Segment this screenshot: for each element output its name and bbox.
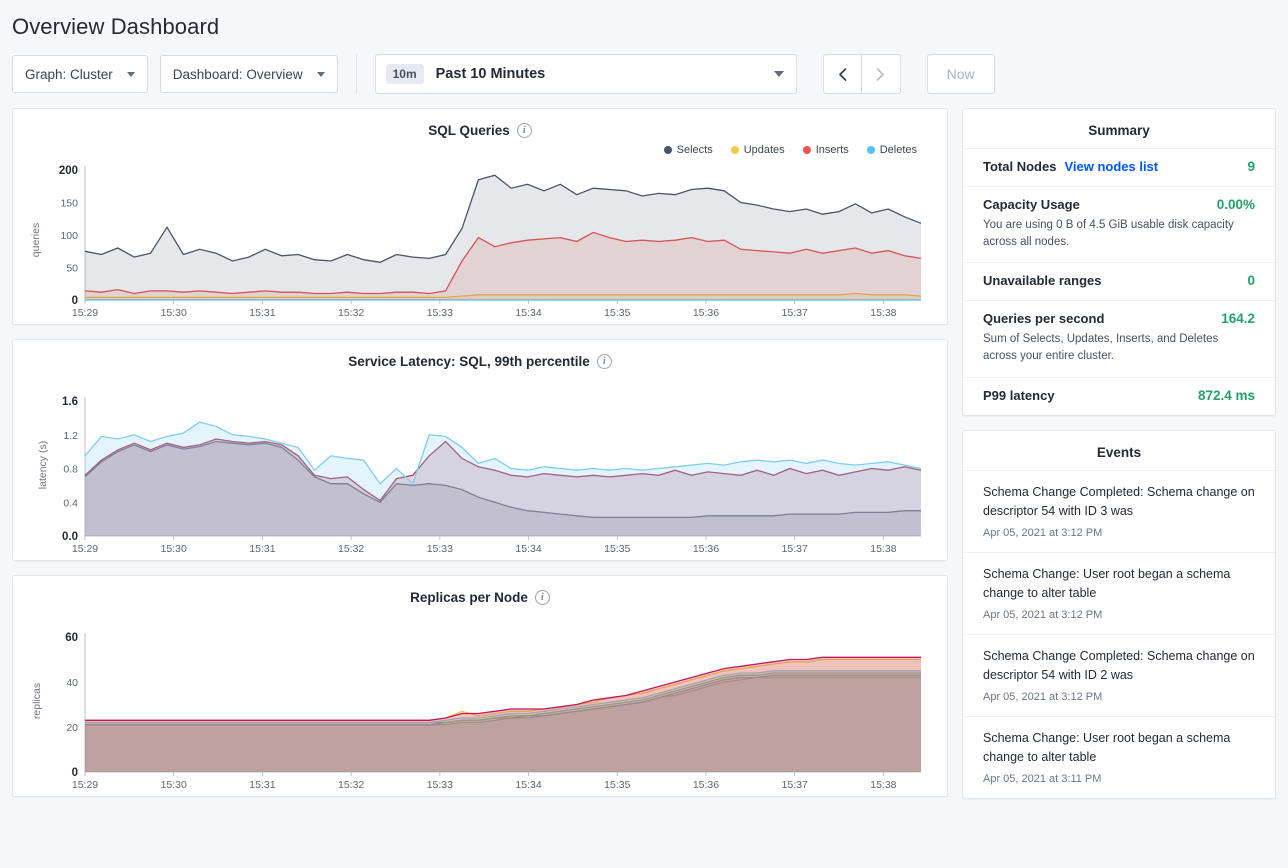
chart-title-text: Replicas per Node bbox=[410, 590, 528, 605]
y-axis-label: queries bbox=[30, 222, 43, 258]
svg-text:15:37: 15:37 bbox=[781, 543, 808, 555]
event-timestamp: Apr 05, 2021 at 3:12 PM bbox=[983, 526, 1103, 539]
svg-text:15:32: 15:32 bbox=[337, 543, 365, 555]
svg-text:15:36: 15:36 bbox=[692, 543, 720, 555]
svg-text:0: 0 bbox=[71, 767, 78, 779]
replicas-title bbox=[13, 576, 947, 605]
svg-text:200: 200 bbox=[58, 165, 78, 177]
legend-item-inserts[interactable] bbox=[803, 144, 849, 156]
svg-text:15:35: 15:35 bbox=[604, 543, 631, 555]
chart-title-text: Service Latency: SQL, 99th percentile bbox=[348, 354, 590, 369]
events-card bbox=[962, 430, 1276, 799]
event-text: Schema Change Completed: Schema change on descriptor 54 with ID 2 was bbox=[983, 648, 1255, 682]
svg-text:1.2: 1.2 bbox=[63, 429, 78, 442]
service-latency-card bbox=[12, 339, 948, 561]
service-latency-title bbox=[13, 340, 947, 369]
svg-text:15:29: 15:29 bbox=[71, 307, 99, 319]
svg-text:15:31: 15:31 bbox=[249, 307, 276, 319]
svg-text:15:30: 15:30 bbox=[160, 543, 187, 555]
svg-text:15:38: 15:38 bbox=[870, 543, 897, 555]
event-timestamp: Apr 05, 2021 at 3:12 PM bbox=[983, 608, 1103, 621]
time-nav-arrows bbox=[823, 54, 901, 94]
svg-text:15:35: 15:35 bbox=[604, 307, 631, 319]
info-icon[interactable]: i bbox=[517, 123, 532, 138]
event-text: Schema Change: User root began a schema change to alter table bbox=[983, 730, 1231, 764]
svg-text:15:37: 15:37 bbox=[781, 307, 808, 319]
svg-text:15:34: 15:34 bbox=[515, 779, 542, 791]
summary-label: Unavailable ranges bbox=[983, 273, 1102, 289]
event-timestamp: Apr 05, 2021 at 3:11 PM bbox=[983, 772, 1102, 785]
legend-label: Deletes bbox=[879, 144, 917, 156]
chevron-down-icon bbox=[774, 71, 784, 77]
info-icon[interactable]: i bbox=[597, 354, 612, 369]
summary-label: Total Nodes bbox=[983, 159, 1057, 174]
legend-item-selects[interactable] bbox=[664, 144, 713, 156]
sql-queries-plot[interactable] bbox=[13, 156, 947, 324]
summary-value: 872.4 ms bbox=[1197, 387, 1255, 403]
chart-title-text: SQL Queries bbox=[428, 123, 510, 138]
chevron-right-icon bbox=[875, 67, 886, 82]
view-nodes-list-link[interactable]: View nodes list bbox=[1064, 159, 1159, 174]
sql-queries-title bbox=[13, 109, 947, 138]
event-timestamp: Apr 05, 2021 at 3:12 PM bbox=[983, 690, 1103, 703]
svg-text:15:29: 15:29 bbox=[71, 543, 99, 555]
time-range-picker[interactable] bbox=[375, 54, 797, 94]
svg-text:15:29: 15:29 bbox=[71, 779, 99, 791]
legend-label: Inserts bbox=[815, 144, 849, 156]
svg-text:15:31: 15:31 bbox=[249, 543, 276, 555]
summary-description: Sum of Selects, Updates, Inserts, and Deletes across your entire cluster. bbox=[983, 333, 1219, 363]
summary-row-unavailable-ranges bbox=[963, 262, 1275, 300]
summary-row-capacity-usage bbox=[963, 186, 1275, 262]
replicas-plot[interactable] bbox=[13, 605, 947, 796]
svg-text:40: 40 bbox=[66, 677, 78, 689]
legend-dot-icon bbox=[731, 146, 739, 154]
svg-text:15:30: 15:30 bbox=[160, 779, 187, 791]
svg-text:15:33: 15:33 bbox=[426, 779, 453, 791]
summary-value: 164.2 bbox=[1221, 311, 1255, 327]
legend-dot-icon bbox=[803, 146, 811, 154]
svg-text:15:36: 15:36 bbox=[692, 779, 720, 791]
svg-text:15:33: 15:33 bbox=[426, 543, 453, 555]
event-item[interactable] bbox=[963, 716, 1275, 798]
summary-label: Capacity Usage bbox=[983, 197, 1080, 212]
events-title: Events bbox=[1096, 444, 1142, 460]
event-item[interactable] bbox=[963, 634, 1275, 716]
prev-time-button[interactable] bbox=[823, 54, 862, 94]
svg-text:100: 100 bbox=[60, 230, 78, 242]
graph-selector-label: Graph: Cluster bbox=[25, 66, 113, 82]
sql-queries-legend bbox=[13, 138, 947, 156]
legend-dot-icon bbox=[867, 146, 875, 154]
legend-item-deletes[interactable] bbox=[867, 144, 917, 156]
summary-title: Summary bbox=[1088, 123, 1150, 138]
summary-value: 0 bbox=[1247, 273, 1255, 289]
chevron-left-icon bbox=[837, 67, 848, 82]
legend-dot-icon bbox=[664, 146, 672, 154]
replicas-per-node-card bbox=[12, 575, 948, 797]
svg-text:15:38: 15:38 bbox=[870, 779, 897, 791]
summary-label: P99 latency bbox=[983, 387, 1055, 403]
svg-text:0.4: 0.4 bbox=[63, 497, 78, 510]
svg-text:60: 60 bbox=[65, 632, 78, 644]
svg-text:15:35: 15:35 bbox=[604, 779, 631, 791]
summary-row-queries-per-second bbox=[963, 300, 1275, 376]
toolbar bbox=[0, 40, 1288, 94]
svg-text:150: 150 bbox=[60, 197, 78, 210]
y-axis-label: latency (s) bbox=[37, 440, 50, 489]
svg-text:15:32: 15:32 bbox=[337, 307, 365, 319]
graph-selector[interactable] bbox=[12, 55, 148, 93]
svg-text:0.0: 0.0 bbox=[62, 531, 78, 543]
summary-description: You are using 0 B of 4.5 GiB usable disk capacity across all nodes. bbox=[983, 219, 1234, 248]
svg-text:15:36: 15:36 bbox=[692, 307, 720, 319]
time-range-badge: 10m bbox=[386, 64, 424, 84]
chevron-down-icon bbox=[317, 72, 325, 77]
svg-text:15:32: 15:32 bbox=[337, 779, 365, 791]
summary-value: 0.00% bbox=[1216, 197, 1255, 212]
svg-text:15:38: 15:38 bbox=[870, 307, 897, 319]
charts-column bbox=[12, 108, 948, 811]
svg-text:15:34: 15:34 bbox=[515, 307, 542, 319]
time-range-label: Past 10 Minutes bbox=[435, 66, 546, 82]
legend-item-updates[interactable] bbox=[731, 144, 785, 156]
svg-text:20: 20 bbox=[66, 722, 78, 734]
dashboard-content bbox=[0, 94, 1288, 811]
summary-row-p99-latency bbox=[963, 377, 1275, 415]
event-item[interactable] bbox=[963, 552, 1275, 634]
event-text: Schema Change Completed: Schema change on descriptor 54 with ID 3 was bbox=[983, 484, 1255, 518]
y-axis-label: replicas bbox=[31, 682, 44, 719]
next-time-button[interactable] bbox=[862, 54, 901, 94]
summary-row-total-nodes bbox=[963, 148, 1275, 186]
summary-label: Queries per second bbox=[983, 311, 1105, 327]
svg-text:0.8: 0.8 bbox=[63, 463, 78, 476]
svg-text:15:33: 15:33 bbox=[426, 307, 453, 319]
summary-card bbox=[962, 108, 1276, 416]
sql-queries-card bbox=[12, 108, 948, 325]
event-item[interactable] bbox=[963, 470, 1275, 552]
chevron-down-icon bbox=[127, 72, 135, 77]
dashboard-selector[interactable] bbox=[160, 55, 338, 93]
service-latency-plot[interactable] bbox=[13, 369, 947, 560]
svg-text:50: 50 bbox=[66, 262, 78, 275]
svg-text:0: 0 bbox=[71, 295, 78, 307]
svg-text:15:31: 15:31 bbox=[249, 779, 276, 791]
summary-value: 9 bbox=[1247, 159, 1255, 174]
dashboard-selector-label: Dashboard: Overview bbox=[172, 66, 303, 82]
svg-text:15:34: 15:34 bbox=[515, 543, 542, 555]
legend-label: Selects bbox=[676, 144, 713, 156]
now-button[interactable]: Now bbox=[927, 54, 995, 94]
event-text: Schema Change: User root began a schema change to alter table bbox=[983, 566, 1231, 600]
legend-label: Updates bbox=[743, 144, 785, 156]
info-icon[interactable]: i bbox=[535, 590, 550, 605]
svg-text:15:30: 15:30 bbox=[160, 307, 187, 319]
sidebar-column bbox=[962, 108, 1276, 811]
page-title: Overview Dashboard bbox=[12, 14, 220, 39]
svg-text:15:37: 15:37 bbox=[781, 779, 808, 791]
toolbar-divider bbox=[356, 54, 357, 94]
svg-text:1.6: 1.6 bbox=[62, 396, 78, 408]
